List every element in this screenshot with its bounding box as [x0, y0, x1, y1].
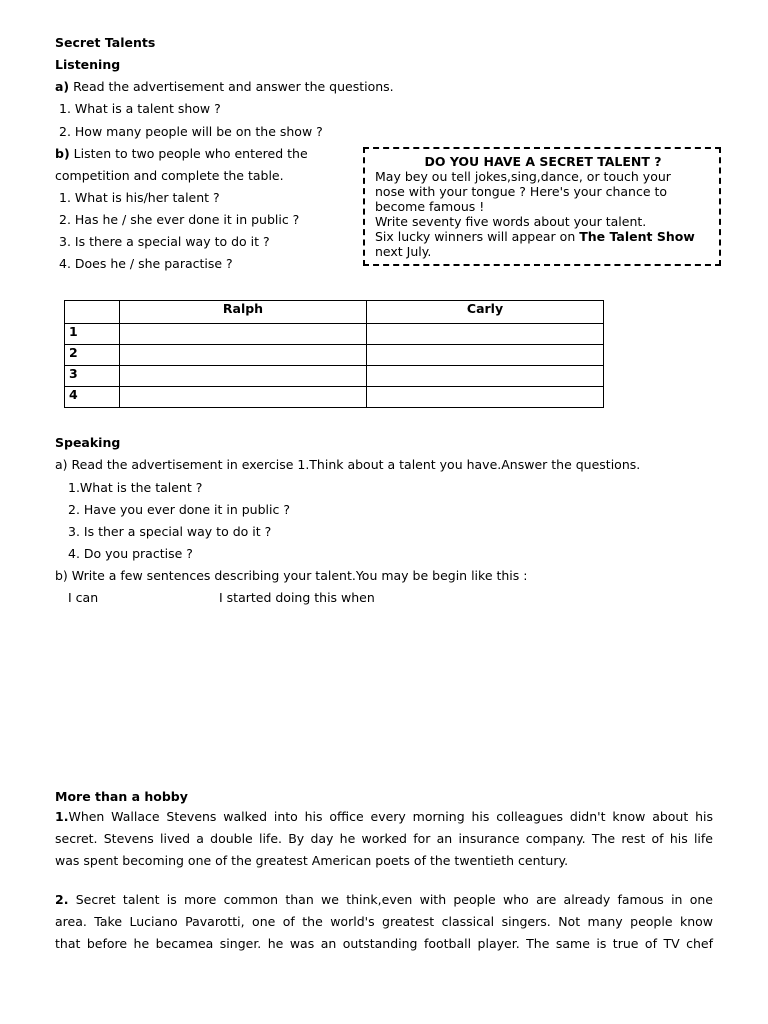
- listening-a-label: a): [55, 79, 70, 94]
- speaking-heading: Speaking: [55, 435, 121, 450]
- hobby-paragraph-2: [55, 889, 713, 955]
- ad-line-1: May bey ou tell jokes,sing,dance, or touch your: [375, 169, 671, 184]
- table-header-row: [65, 301, 604, 324]
- hobby-heading: More than a hobby: [55, 789, 188, 804]
- speaking-question-4: 4. Do you practise ?: [68, 546, 193, 561]
- speaking-question-2: 2. Have you ever done it in public ?: [68, 502, 290, 517]
- table-row: [65, 366, 604, 387]
- table-cell-ralph[interactable]: [120, 366, 367, 387]
- listening-a-instruction: [55, 79, 394, 94]
- hobby-paragraph-1: [55, 806, 713, 872]
- hobby-p2-line-2: area. Take Luciano Pavarotti, one of the world's greatest classical singers. Not many people know: [55, 914, 713, 929]
- listening-b-question-3: 3. Is there a special way to do it ?: [59, 234, 270, 249]
- table-row-number: 2: [65, 345, 120, 366]
- ad-line-2: nose with your tongue ? Here's your chance to: [375, 184, 668, 199]
- table-row: [65, 387, 604, 408]
- advertisement-box: [363, 147, 721, 266]
- hobby-p2-line-1-text: Secret talent is more common than we think,even with people who are already famous in one: [68, 892, 713, 907]
- hobby-p1-number: 1.: [55, 809, 69, 824]
- ad-show-name: The Talent Show: [579, 229, 695, 244]
- table-header-ralph: Ralph: [120, 301, 367, 324]
- table-cell-carly[interactable]: [367, 366, 604, 387]
- hobby-p1-line-2: secret. Stevens lived a double life. By day he worked for an insurance company. The rest of his life: [55, 831, 713, 846]
- table-cell-carly[interactable]: [367, 324, 604, 345]
- hobby-p2-number: 2.: [55, 892, 69, 907]
- sentence-starter-2: I started doing this when: [219, 590, 375, 605]
- listening-b-text-1: Listen to two people who entered the: [73, 146, 308, 161]
- speaking-question-3: 3. Is ther a special way to do it ?: [68, 524, 272, 539]
- ad-line-5: [375, 229, 711, 244]
- table-cell-ralph[interactable]: [120, 345, 367, 366]
- hobby-p1-line-1-text: When Wallace Stevens walked into his office every morning his colleagues didn't know about his: [68, 809, 713, 824]
- table-cell-carly[interactable]: [367, 345, 604, 366]
- listening-b-question-2: 2. Has he / she ever done it in public ?: [59, 212, 300, 227]
- table-cell-ralph[interactable]: [120, 387, 367, 408]
- hobby-p2-line-1: [55, 889, 713, 911]
- talent-table: [64, 300, 604, 408]
- table-row: [65, 324, 604, 345]
- listening-a-question-1: 1. What is a talent show ?: [59, 101, 221, 116]
- table-row: [65, 345, 604, 366]
- table-row-number: 3: [65, 366, 120, 387]
- hobby-p1-line-3: was spent becoming one of the greatest American poets of the twentieth century.: [55, 853, 569, 868]
- sentence-starter-1: I can: [68, 590, 99, 605]
- speaking-b-instruction: b) Write a few sentences describing your talent.You may be begin like this :: [55, 568, 528, 583]
- listening-b-text-2: competition and complete the table.: [55, 168, 284, 183]
- speaking-question-1: 1.What is the talent ?: [68, 480, 203, 495]
- listening-b-question-1: 1. What is his/her talent ?: [59, 190, 220, 205]
- listening-b-instruction: [55, 146, 308, 161]
- listening-heading: Listening: [55, 57, 121, 72]
- table-header-carly: Carly: [367, 301, 604, 324]
- ad-line-3: become famous !: [375, 199, 485, 214]
- page-title: Secret Talents: [55, 35, 156, 50]
- table-cell-carly[interactable]: [367, 387, 604, 408]
- speaking-a-instruction: a) Read the advertisement in exercise 1.Think about a talent you have.Answer the questions.: [55, 457, 641, 472]
- listening-a-question-2: 2. How many people will be on the show ?: [59, 124, 323, 139]
- hobby-p2-line-3: that before he becamea singer. he was an outstanding football player. The same is true of TV chef: [55, 936, 713, 951]
- ad-line-4: Write seventy five words about your talent.: [375, 214, 647, 229]
- listening-a-text: Read the advertisement and answer the questions.: [73, 79, 394, 94]
- ad-line-5-text: Six lucky winners will appear on: [375, 229, 580, 244]
- table-cell-ralph[interactable]: [120, 324, 367, 345]
- ad-title: DO YOU HAVE A SECRET TALENT ?: [424, 154, 662, 169]
- ad-line-6: next July.: [375, 244, 432, 259]
- listening-b-question-4: 4. Does he / she paractise ?: [59, 256, 233, 271]
- table-row-number: 4: [65, 387, 120, 408]
- hobby-p1-line-1: [55, 806, 713, 828]
- table-row-number: 1: [65, 324, 120, 345]
- table-corner-cell: [65, 301, 120, 324]
- listening-b-label: b): [55, 146, 70, 161]
